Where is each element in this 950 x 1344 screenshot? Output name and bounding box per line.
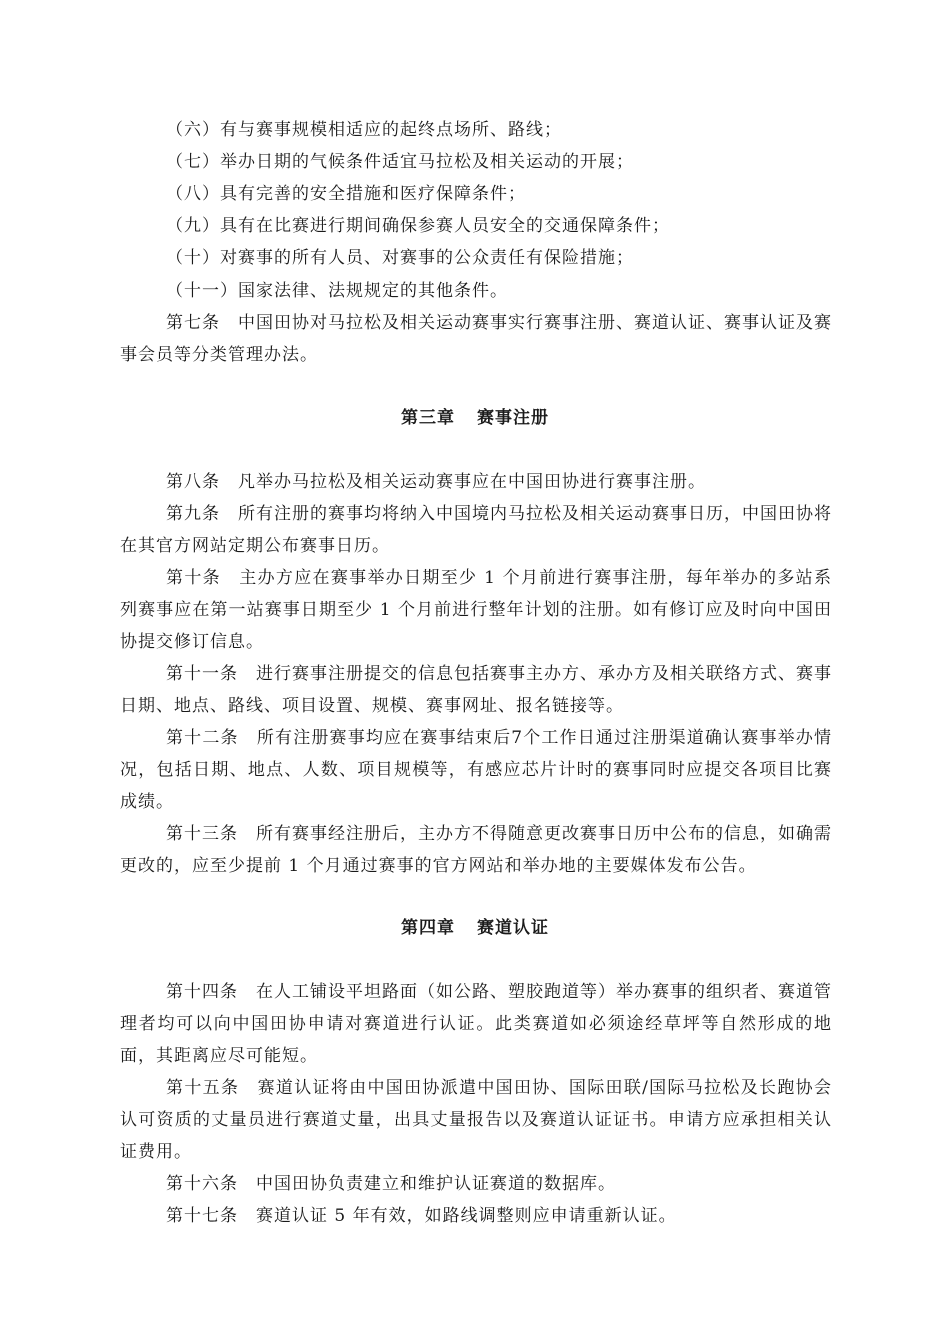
condition-item-7: （七）举办日期的气候条件适宜马拉松及相关运动的开展； bbox=[166, 152, 634, 172]
chapter-4-heading bbox=[0, 912, 950, 944]
article-10: 第十条 主办方应在赛事举办日期至少 1 个月前进行赛事注册，每年举办的多站系列赛事应在第一站赛事日期至少 1 个月前进行整年计划的注册。如有修订应及时向中国田协提交修订信息。 bbox=[120, 568, 832, 652]
article-11: 第十一条 进行赛事注册提交的信息包括赛事主办方、承办方及相关联络方式、赛事日期、地点、路线、项目设置、规模、赛事网址、报名链接等。 bbox=[120, 664, 832, 716]
chapter-3-title: 赛事注册 bbox=[477, 408, 549, 428]
condition-item-9: （九）具有在比赛进行期间确保参赛人员安全的交通保障条件； bbox=[166, 216, 670, 236]
article-9: 第九条 所有注册的赛事均将纳入中国境内马拉松及相关运动赛事日历，中国田协将在其官方网站定期公布赛事日历。 bbox=[120, 504, 832, 556]
chapter-4-number: 第四章 bbox=[401, 918, 455, 938]
condition-item-6: （六）有与赛事规模相适应的起终点场所、路线； bbox=[166, 120, 562, 140]
article-7: 第七条 中国田协对马拉松及相关运动赛事实行赛事注册、赛道认证、赛事认证及赛事会员等分类管理办法。 bbox=[120, 313, 832, 365]
article-15: 第十五条 赛道认证将由中国田协派遣中国田协、国际田联/国际马拉松及长跑协会认可资质的丈量员进行赛道丈量，出具丈量报告以及赛道认证证书。申请方应承担相关认证费用。 bbox=[120, 1078, 832, 1162]
article-16: 第十六条 中国田协负责建立和维护认证赛道的数据库。 bbox=[166, 1174, 616, 1194]
chapter-3-heading bbox=[0, 402, 950, 434]
condition-item-11: （十一）国家法律、法规规定的其他条件。 bbox=[166, 281, 508, 301]
article-13: 第十三条 所有赛事经注册后，主办方不得随意更改赛事日历中公布的信息，如确需更改的，应至少提前 1 个月通过赛事的官方网站和举办地的主要媒体发布公告。 bbox=[120, 824, 832, 876]
chapter-4-title: 赛道认证 bbox=[477, 918, 549, 938]
condition-item-8: （八）具有完善的安全措施和医疗保障条件； bbox=[166, 184, 526, 204]
article-17: 第十七条 赛道认证 5 年有效，如路线调整则应申请重新认证。 bbox=[166, 1206, 677, 1226]
condition-item-10: （十）对赛事的所有人员、对赛事的公众责任有保险措施； bbox=[166, 248, 634, 268]
article-8: 第八条 凡举办马拉松及相关运动赛事应在中国田协进行赛事注册。 bbox=[166, 472, 706, 492]
article-14: 第十四条 在人工铺设平坦路面（如公路、塑胶跑道等）举办赛事的组织者、赛道管理者均可以向中国田协申请对赛道进行认证。此类赛道如必须途经草坪等自然形成的地面，其距离应尽可能短。 bbox=[120, 982, 832, 1066]
chapter-3-number: 第三章 bbox=[401, 408, 455, 428]
article-12: 第十二条 所有注册赛事均应在赛事结束后7个工作日通过注册渠道确认赛事举办情况，包括日期、地点、人数、项目规模等，有感应芯片计时的赛事同时应提交各项目比赛成绩。 bbox=[120, 728, 832, 812]
